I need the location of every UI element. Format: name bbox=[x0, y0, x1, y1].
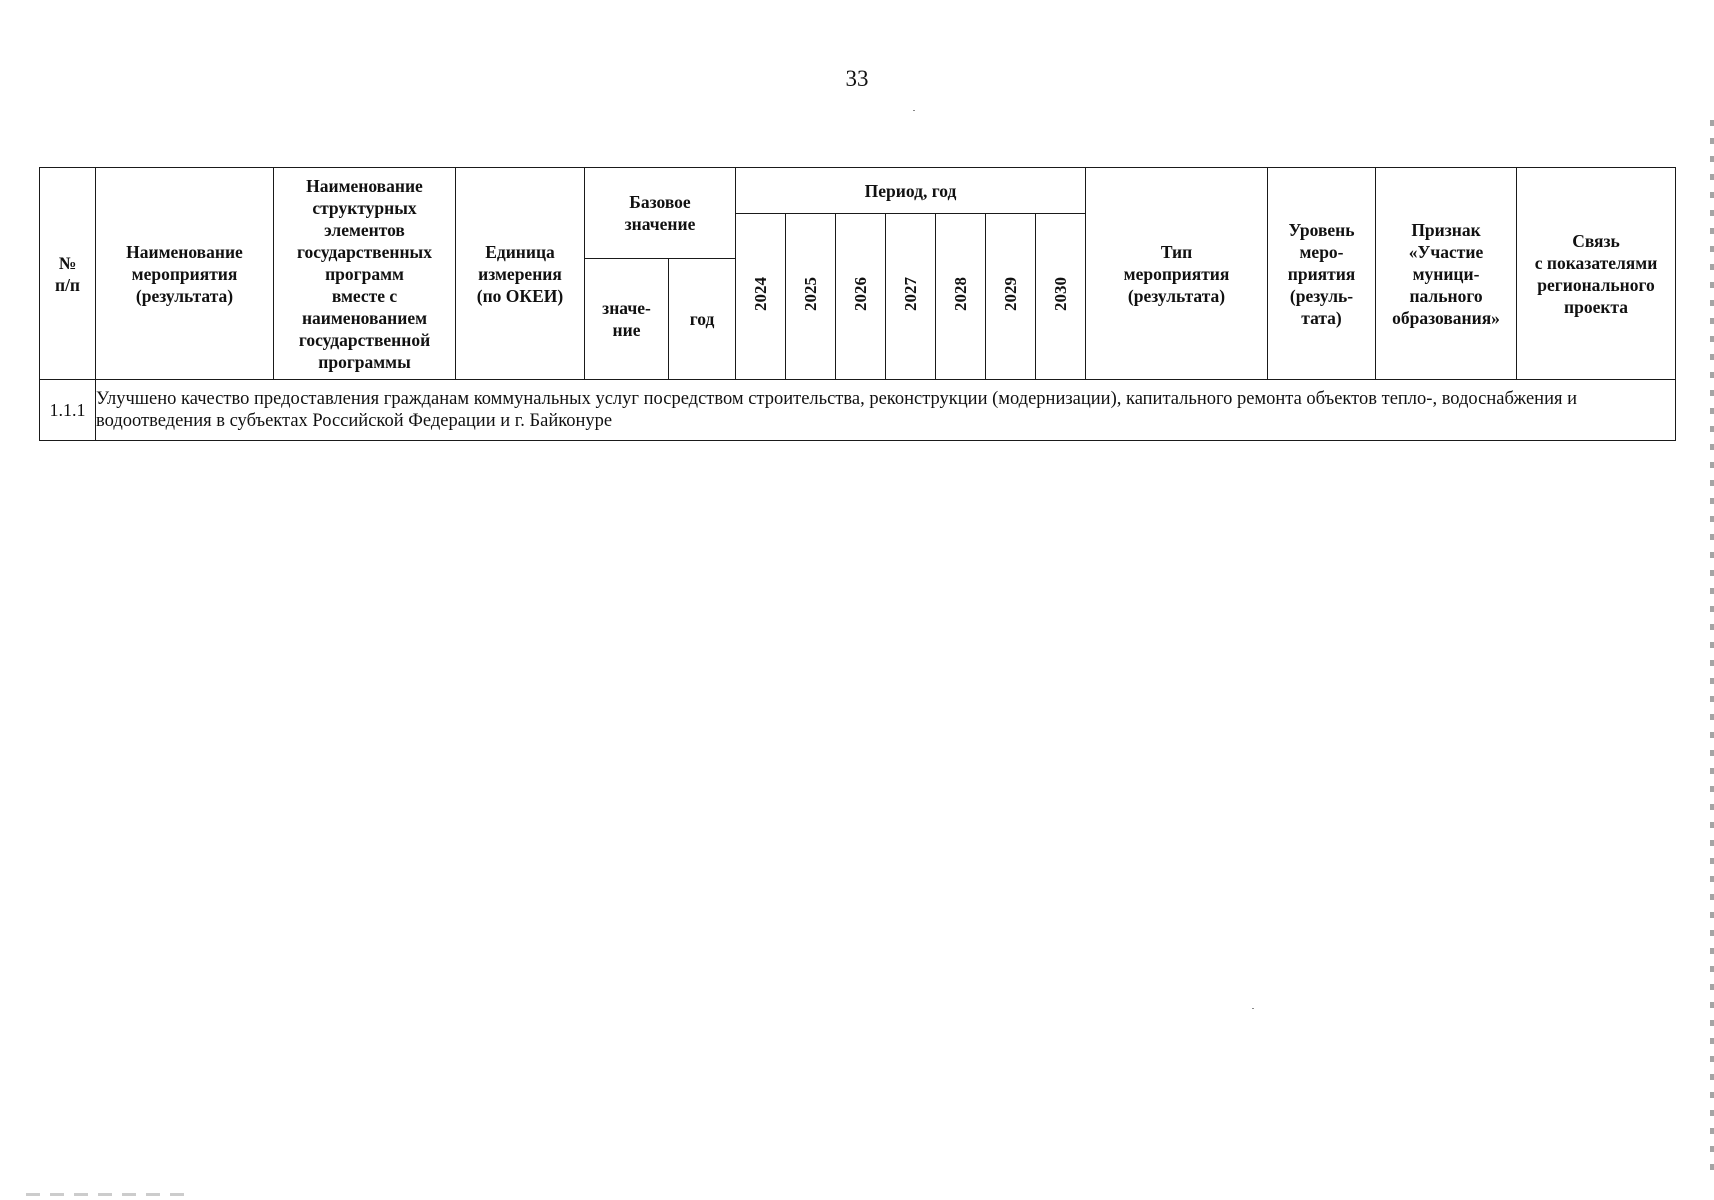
page-number: 33 bbox=[845, 66, 869, 91]
header-base-value-year: год bbox=[669, 259, 736, 380]
scan-dot bbox=[913, 110, 915, 111]
header-year-2030: 2030 bbox=[1036, 214, 1086, 380]
scan-edge-marks bbox=[1710, 120, 1714, 1170]
measures-table bbox=[39, 167, 1676, 441]
row-number: 1.1.1 bbox=[40, 380, 96, 441]
header-year-2026: 2026 bbox=[836, 214, 886, 380]
header-year-2027: 2027 bbox=[886, 214, 936, 380]
header-year-2029: 2029 bbox=[986, 214, 1036, 380]
header-period: Период, год bbox=[736, 168, 1086, 214]
header-structural-elements: Наименование структурных элементов государственных программ вместе с наименованием государственной программы bbox=[274, 168, 456, 380]
header-base-value: Базовое значение bbox=[585, 168, 736, 259]
header-measure-name: Наименование мероприятия (результата) bbox=[96, 168, 274, 380]
header-year-2025: 2025 bbox=[786, 214, 836, 380]
header-measure-type: Тип мероприятия (результата) bbox=[1086, 168, 1268, 380]
header-unit: Единица измерения (по ОКЕИ) bbox=[456, 168, 585, 380]
header-year-2024: 2024 bbox=[736, 214, 786, 380]
row-description: Улучшено качество предоставления гражданам коммунальных услуг посредством строительства, реконструкции (модернизации), капитального ремонта объектов тепло-, водоснабжения и водоотведения в субъектах Российской Федерации и г. Байконуре bbox=[96, 380, 1676, 441]
table-row bbox=[40, 380, 1676, 441]
header-regional-link: Связь с показателями регионального проекта bbox=[1517, 168, 1676, 380]
header-measure-level: Уровень меро- приятия (резуль- тата) bbox=[1268, 168, 1376, 380]
cut-off-footer-text bbox=[26, 1193, 186, 1196]
header-number: № п/п bbox=[40, 168, 96, 380]
header-year-2028: 2028 bbox=[936, 214, 986, 380]
header-municipal-participation: Признак «Участие муници- пального образования» bbox=[1376, 168, 1517, 380]
scan-dot bbox=[1252, 1008, 1254, 1009]
header-base-value-value: значе- ние bbox=[585, 259, 669, 380]
